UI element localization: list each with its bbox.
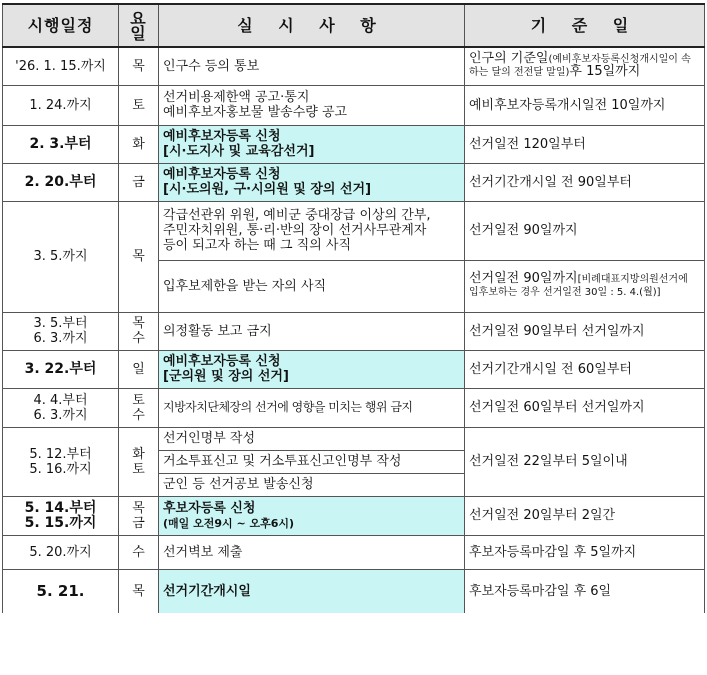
day-line: 수 bbox=[132, 331, 145, 346]
item-cell-highlight bbox=[159, 125, 465, 163]
criteria-cell: 선거일전 90일부터 선거일까지 bbox=[465, 312, 705, 350]
date-line: 6. 3.까지 bbox=[33, 407, 88, 423]
day-cell bbox=[119, 312, 159, 350]
day-line: 화 bbox=[132, 446, 145, 462]
day-cell: 목 bbox=[119, 47, 159, 85]
table-row bbox=[3, 85, 705, 125]
item-cell-highlight bbox=[159, 350, 465, 388]
date-cell bbox=[3, 388, 119, 427]
day-cell bbox=[119, 388, 159, 427]
table-row bbox=[3, 388, 705, 427]
date-cell bbox=[3, 427, 119, 496]
item-line: (매일 오전9시 ~ 오후6시) bbox=[163, 516, 295, 530]
date-cell bbox=[3, 312, 119, 350]
header-day: 요일 bbox=[119, 4, 159, 47]
criteria-main: 선거일전 90일까지 bbox=[469, 271, 578, 286]
criteria-cell bbox=[465, 47, 705, 85]
table-row bbox=[3, 350, 705, 388]
item-line: [시·도지사 및 교육감선거] bbox=[163, 144, 315, 159]
header-item: 실 시 사 항 bbox=[159, 4, 465, 47]
date-line: 5. 15.까지 bbox=[24, 514, 97, 531]
date-line: 5. 14.부터 bbox=[24, 499, 97, 516]
item-cell: 입후보제한을 받는 자의 사직 bbox=[159, 260, 465, 312]
item-cell bbox=[159, 85, 465, 125]
item-line: 예비후보자홍보물 발송수량 공고 bbox=[163, 105, 348, 120]
item-line: 선거비용제한액 공고·통지 bbox=[163, 90, 310, 105]
day-line: 수 bbox=[132, 407, 145, 423]
item-line: 주민자치위원, 통·리·반의 장이 선거사무관계자 bbox=[163, 223, 427, 238]
date-line: 5. 16.까지 bbox=[29, 461, 92, 477]
criteria-cell: 선거일전 20일부터 2일간 bbox=[465, 496, 705, 535]
criteria-cell: 선거기간개시일 전 60일부터 bbox=[465, 350, 705, 388]
date-cell: 5. 21. bbox=[3, 569, 119, 613]
day-cell: 수 bbox=[119, 535, 159, 569]
criteria-cell: 선거기간개시일 전 90일부터 bbox=[465, 163, 705, 201]
criteria-cell: 선거일전 90일까지 bbox=[465, 201, 705, 260]
date-cell: 2. 3.부터 bbox=[3, 125, 119, 163]
date-cell bbox=[3, 496, 119, 535]
day-cell bbox=[119, 496, 159, 535]
date-line: 5. 12.부터 bbox=[29, 446, 92, 462]
criteria-cell: 후보자등록마감일 후 5일까지 bbox=[465, 535, 705, 569]
date-cell: 1. 24.까지 bbox=[3, 85, 119, 125]
header-criteria: 기 준 일 bbox=[465, 4, 705, 47]
item-line: 후보자등록 신청 bbox=[163, 500, 256, 516]
criteria-cell bbox=[465, 260, 705, 312]
day-cell: 금 bbox=[119, 163, 159, 201]
item-cell bbox=[159, 201, 465, 260]
day-cell: 화 bbox=[119, 125, 159, 163]
item-cell: 지방자치단체장의 선거에 영향을 미치는 행위 금지 bbox=[159, 388, 465, 427]
day-line: 토 bbox=[132, 392, 145, 408]
day-line: 목 bbox=[132, 316, 145, 331]
table-row bbox=[3, 47, 705, 85]
date-line: 3. 5.부터 bbox=[33, 316, 88, 331]
criteria-main: 인구의 기준일 bbox=[469, 51, 549, 67]
election-schedule-table bbox=[2, 3, 705, 613]
header-row bbox=[3, 4, 705, 47]
criteria-note: [비례대표지방의원선거에 입후보하는 경우 선거일전 30일 : 5. 4.(월)] bbox=[469, 274, 688, 298]
date-cell: 3. 22.부터 bbox=[3, 350, 119, 388]
criteria-cell: 선거일전 120일부터 bbox=[465, 125, 705, 163]
date-cell: '26. 1. 15.까지 bbox=[3, 47, 119, 85]
item-cell: 의정활동 보고 금지 bbox=[159, 312, 465, 350]
day-line: 토 bbox=[132, 461, 145, 477]
criteria-note: (예비후보자등록신청개시일이 속하는 달의 전전달 말일) bbox=[469, 54, 691, 79]
item-cell: 선거인명부 작성 bbox=[159, 427, 465, 450]
date-cell: 3. 5.까지 bbox=[3, 201, 119, 312]
item-cell: 선거벽보 제출 bbox=[159, 535, 465, 569]
table-row bbox=[3, 201, 705, 260]
item-line: 등이 되고자 하는 때 그 직의 사직 bbox=[163, 238, 352, 253]
table-row bbox=[3, 125, 705, 163]
table-row bbox=[3, 569, 705, 613]
day-cell: 목 bbox=[119, 201, 159, 312]
date-line: 6. 3.까지 bbox=[33, 331, 88, 346]
criteria-cell: 후보자등록마감일 후 6일 bbox=[465, 569, 705, 613]
day-cell: 목 bbox=[119, 569, 159, 613]
item-cell: 군인 등 선거공보 발송신청 bbox=[159, 473, 465, 496]
criteria-tail: 후 15일까지 bbox=[569, 64, 641, 80]
day-line: 목 bbox=[132, 500, 145, 516]
table-row bbox=[3, 312, 705, 350]
day-cell: 토 bbox=[119, 85, 159, 125]
item-line: [시·도의원, 구·시의원 및 장의 선거] bbox=[163, 182, 372, 197]
day-cell: 일 bbox=[119, 350, 159, 388]
table-row bbox=[3, 496, 705, 535]
day-cell bbox=[119, 427, 159, 496]
item-cell-highlight: 선거기간개시일 bbox=[159, 569, 465, 613]
item-line: 예비후보자등록 신청 bbox=[163, 354, 281, 369]
date-cell: 5. 20.까지 bbox=[3, 535, 119, 569]
item-line: 예비후보자등록 신청 bbox=[163, 129, 281, 144]
header-date: 시행일정 bbox=[3, 4, 119, 47]
date-line: 4. 4.부터 bbox=[33, 392, 88, 408]
item-cell: 인구수 등의 통보 bbox=[159, 47, 465, 85]
item-cell-highlight bbox=[159, 163, 465, 201]
table-row bbox=[3, 427, 705, 450]
day-line: 금 bbox=[132, 515, 145, 531]
date-cell: 2. 20.부터 bbox=[3, 163, 119, 201]
table-row bbox=[3, 535, 705, 569]
criteria-cell: 선거일전 22일부터 5일이내 bbox=[465, 427, 705, 496]
item-line: 예비후보자등록 신청 bbox=[163, 167, 281, 182]
criteria-cell: 선거일전 60일부터 선거일까지 bbox=[465, 388, 705, 427]
item-cell-highlight bbox=[159, 496, 465, 535]
item-cell: 거소투표신고 및 거소투표신고인명부 작성 bbox=[159, 450, 465, 473]
criteria-cell: 예비후보자등록개시일전 10일까지 bbox=[465, 85, 705, 125]
item-line: [군의원 및 장의 선거] bbox=[163, 369, 289, 384]
table-row bbox=[3, 163, 705, 201]
item-line: 각급선관위 위원, 예비군 중대장급 이상의 간부, bbox=[163, 208, 431, 223]
